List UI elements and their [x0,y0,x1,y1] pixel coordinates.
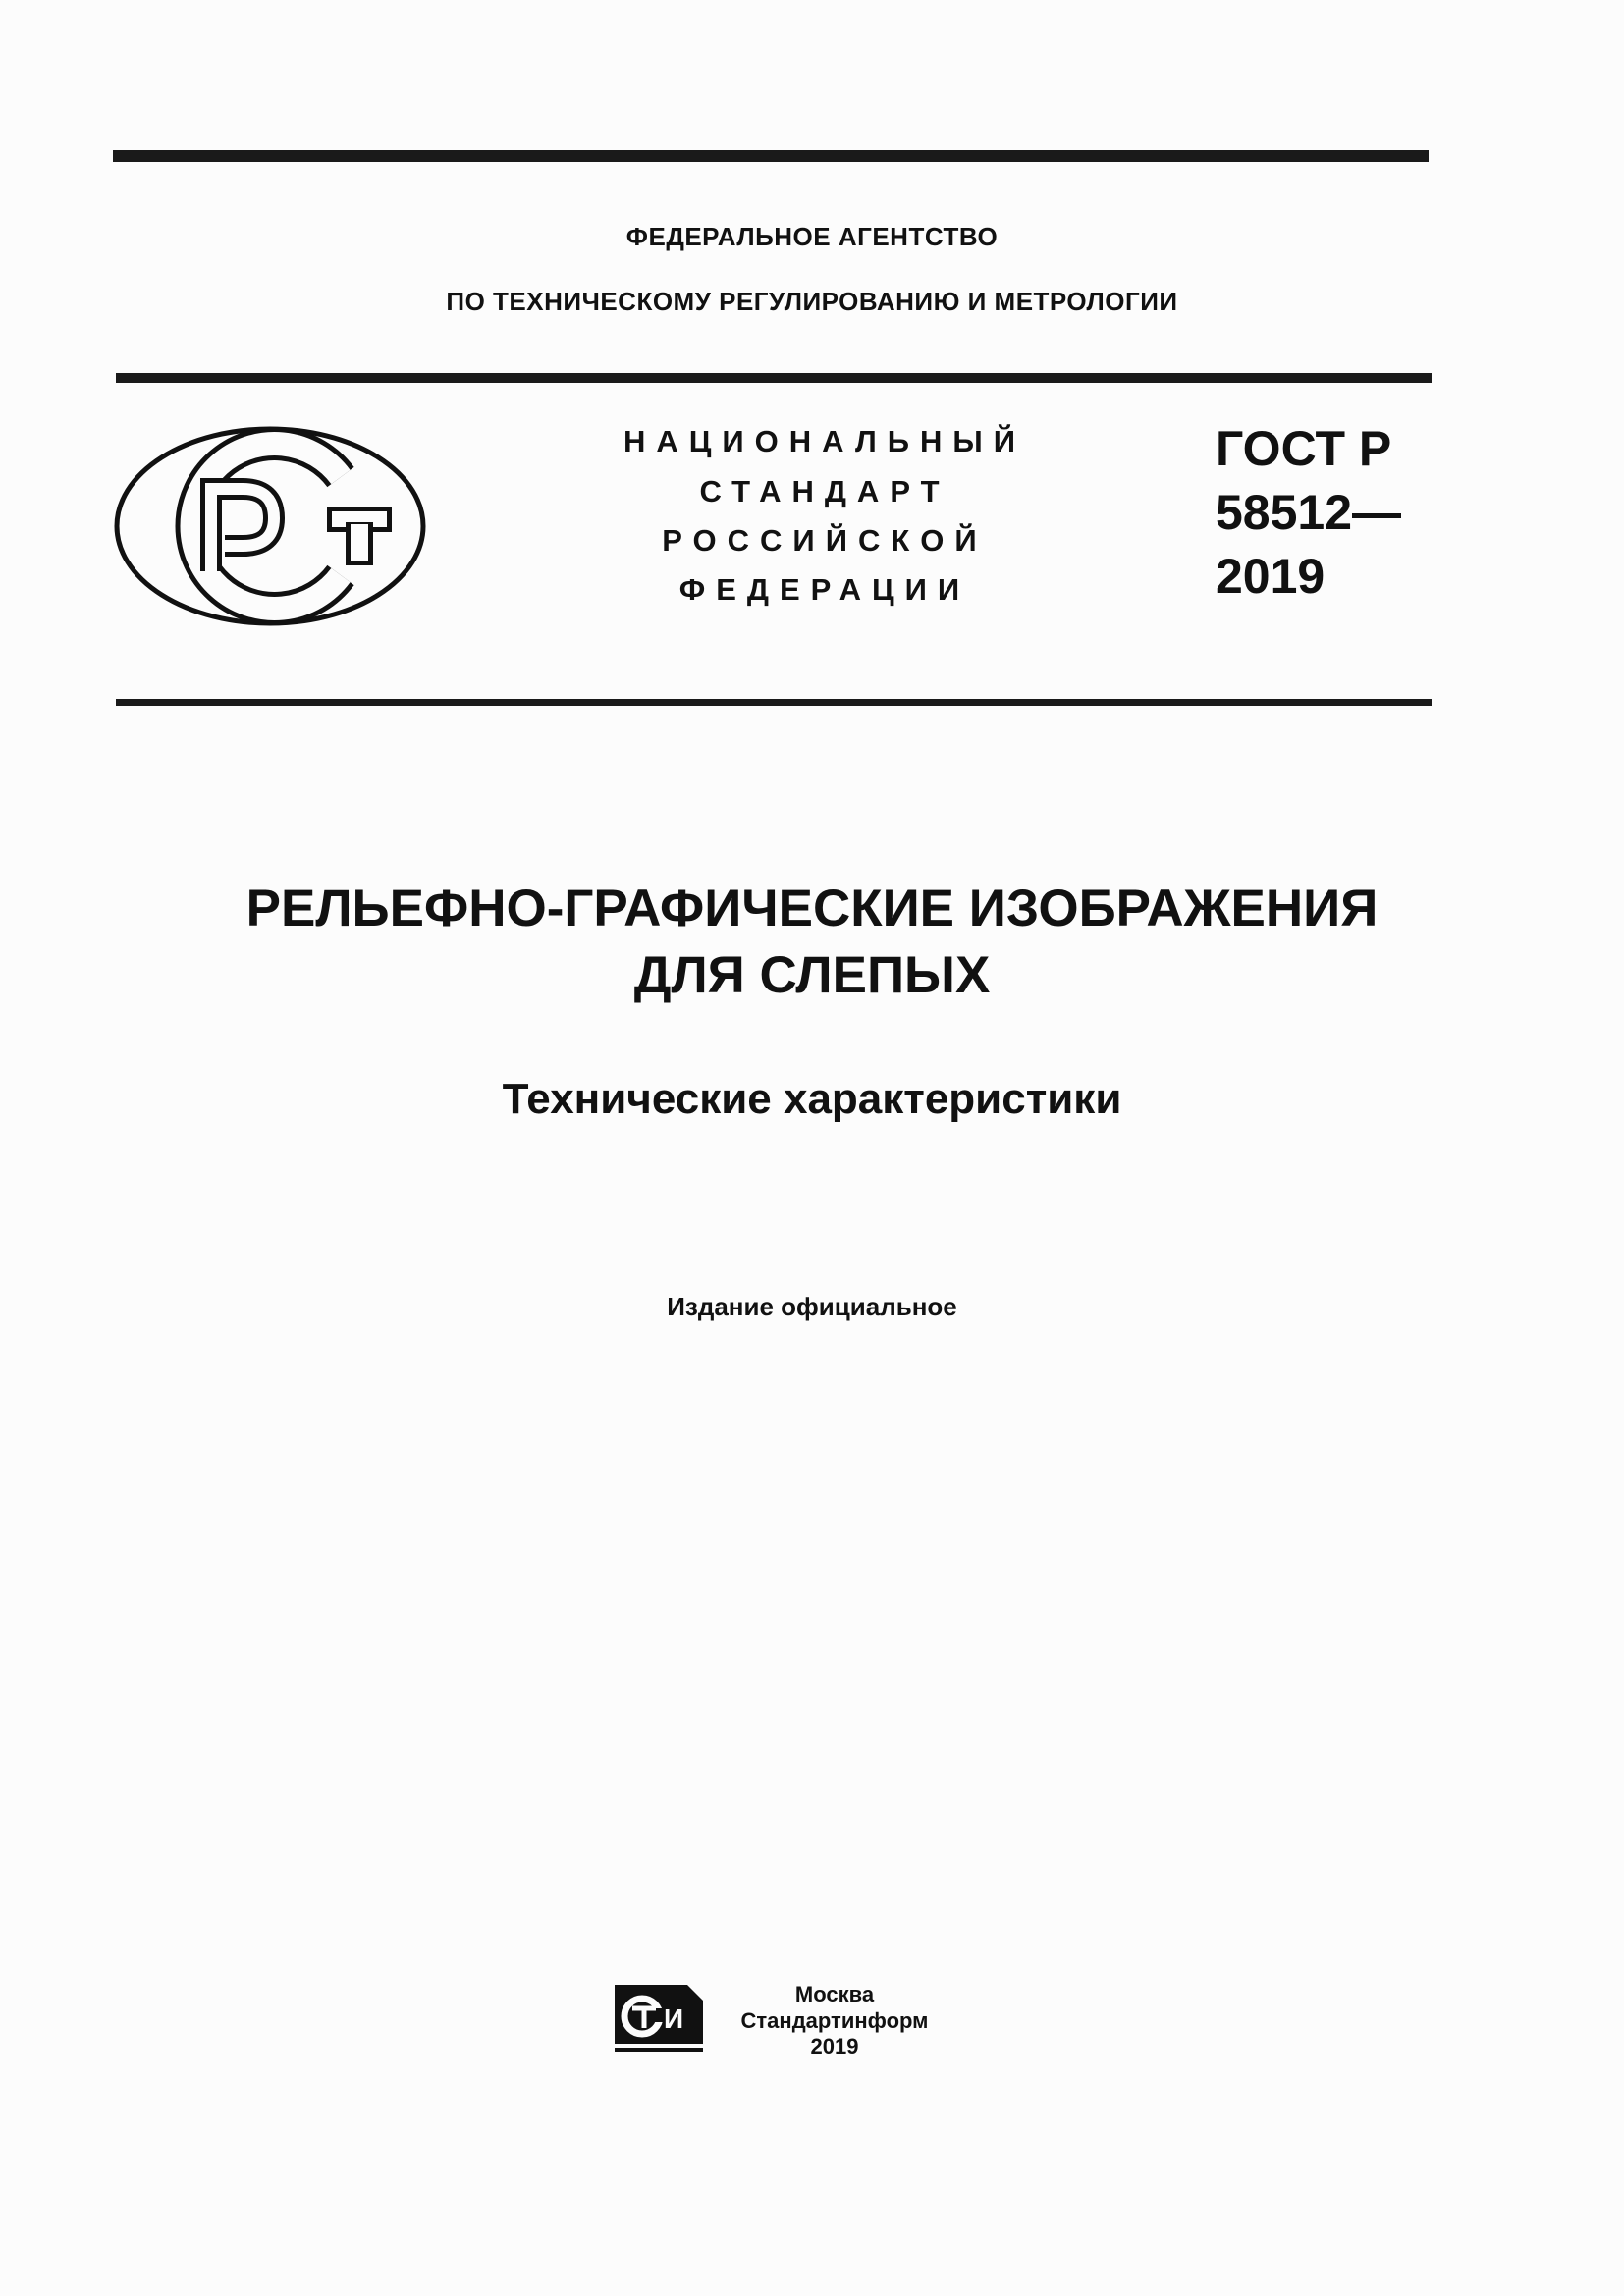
rst-logo-icon [113,424,427,628]
document-title-line-2: ДЛЯ СЛЕПЫХ [633,946,991,1004]
agency-line-2: ПО ТЕХНИЧЕСКОМУ РЕГУЛИРОВАНИЮ И МЕТРОЛОГИИ [446,287,1178,316]
standard-type-line-4: ФЕДЕРАЦИИ [678,572,971,607]
designation-line-3: 2019 [1216,549,1326,604]
top-rule [113,150,1429,162]
agency-line-1: ФЕДЕРАЛЬНОЕ АГЕНТСТВО [625,222,999,251]
designation-rule [116,699,1432,706]
document-title-line-1: РЕЛЬЕФНО-ГРАФИЧЕСКИЕ ИЗОБРАЖЕНИЯ [245,880,1379,937]
edition-label: Издание официальное [667,1292,957,1321]
header-rule [116,373,1432,383]
publisher-name: Стандартинформ [740,2008,929,2033]
publisher-city: Москва [794,1982,875,2006]
publisher-year: 2019 [810,2034,859,2058]
document-subtitle: Технические характеристики [502,1075,1122,1123]
standard-type-line-1: НАЦИОНАЛЬНЫЙ [623,424,1027,458]
standard-type-line-3: РОССИЙСКОЙ [662,523,988,558]
standard-type-line-2: СТАНДАРТ [699,474,950,508]
designation-line-2: 58512— [1216,485,1402,540]
designation-line-1: ГОСТ Р [1216,421,1392,476]
stinform-logo-icon [613,1981,707,2054]
svg-text:И: И [664,2003,684,2034]
